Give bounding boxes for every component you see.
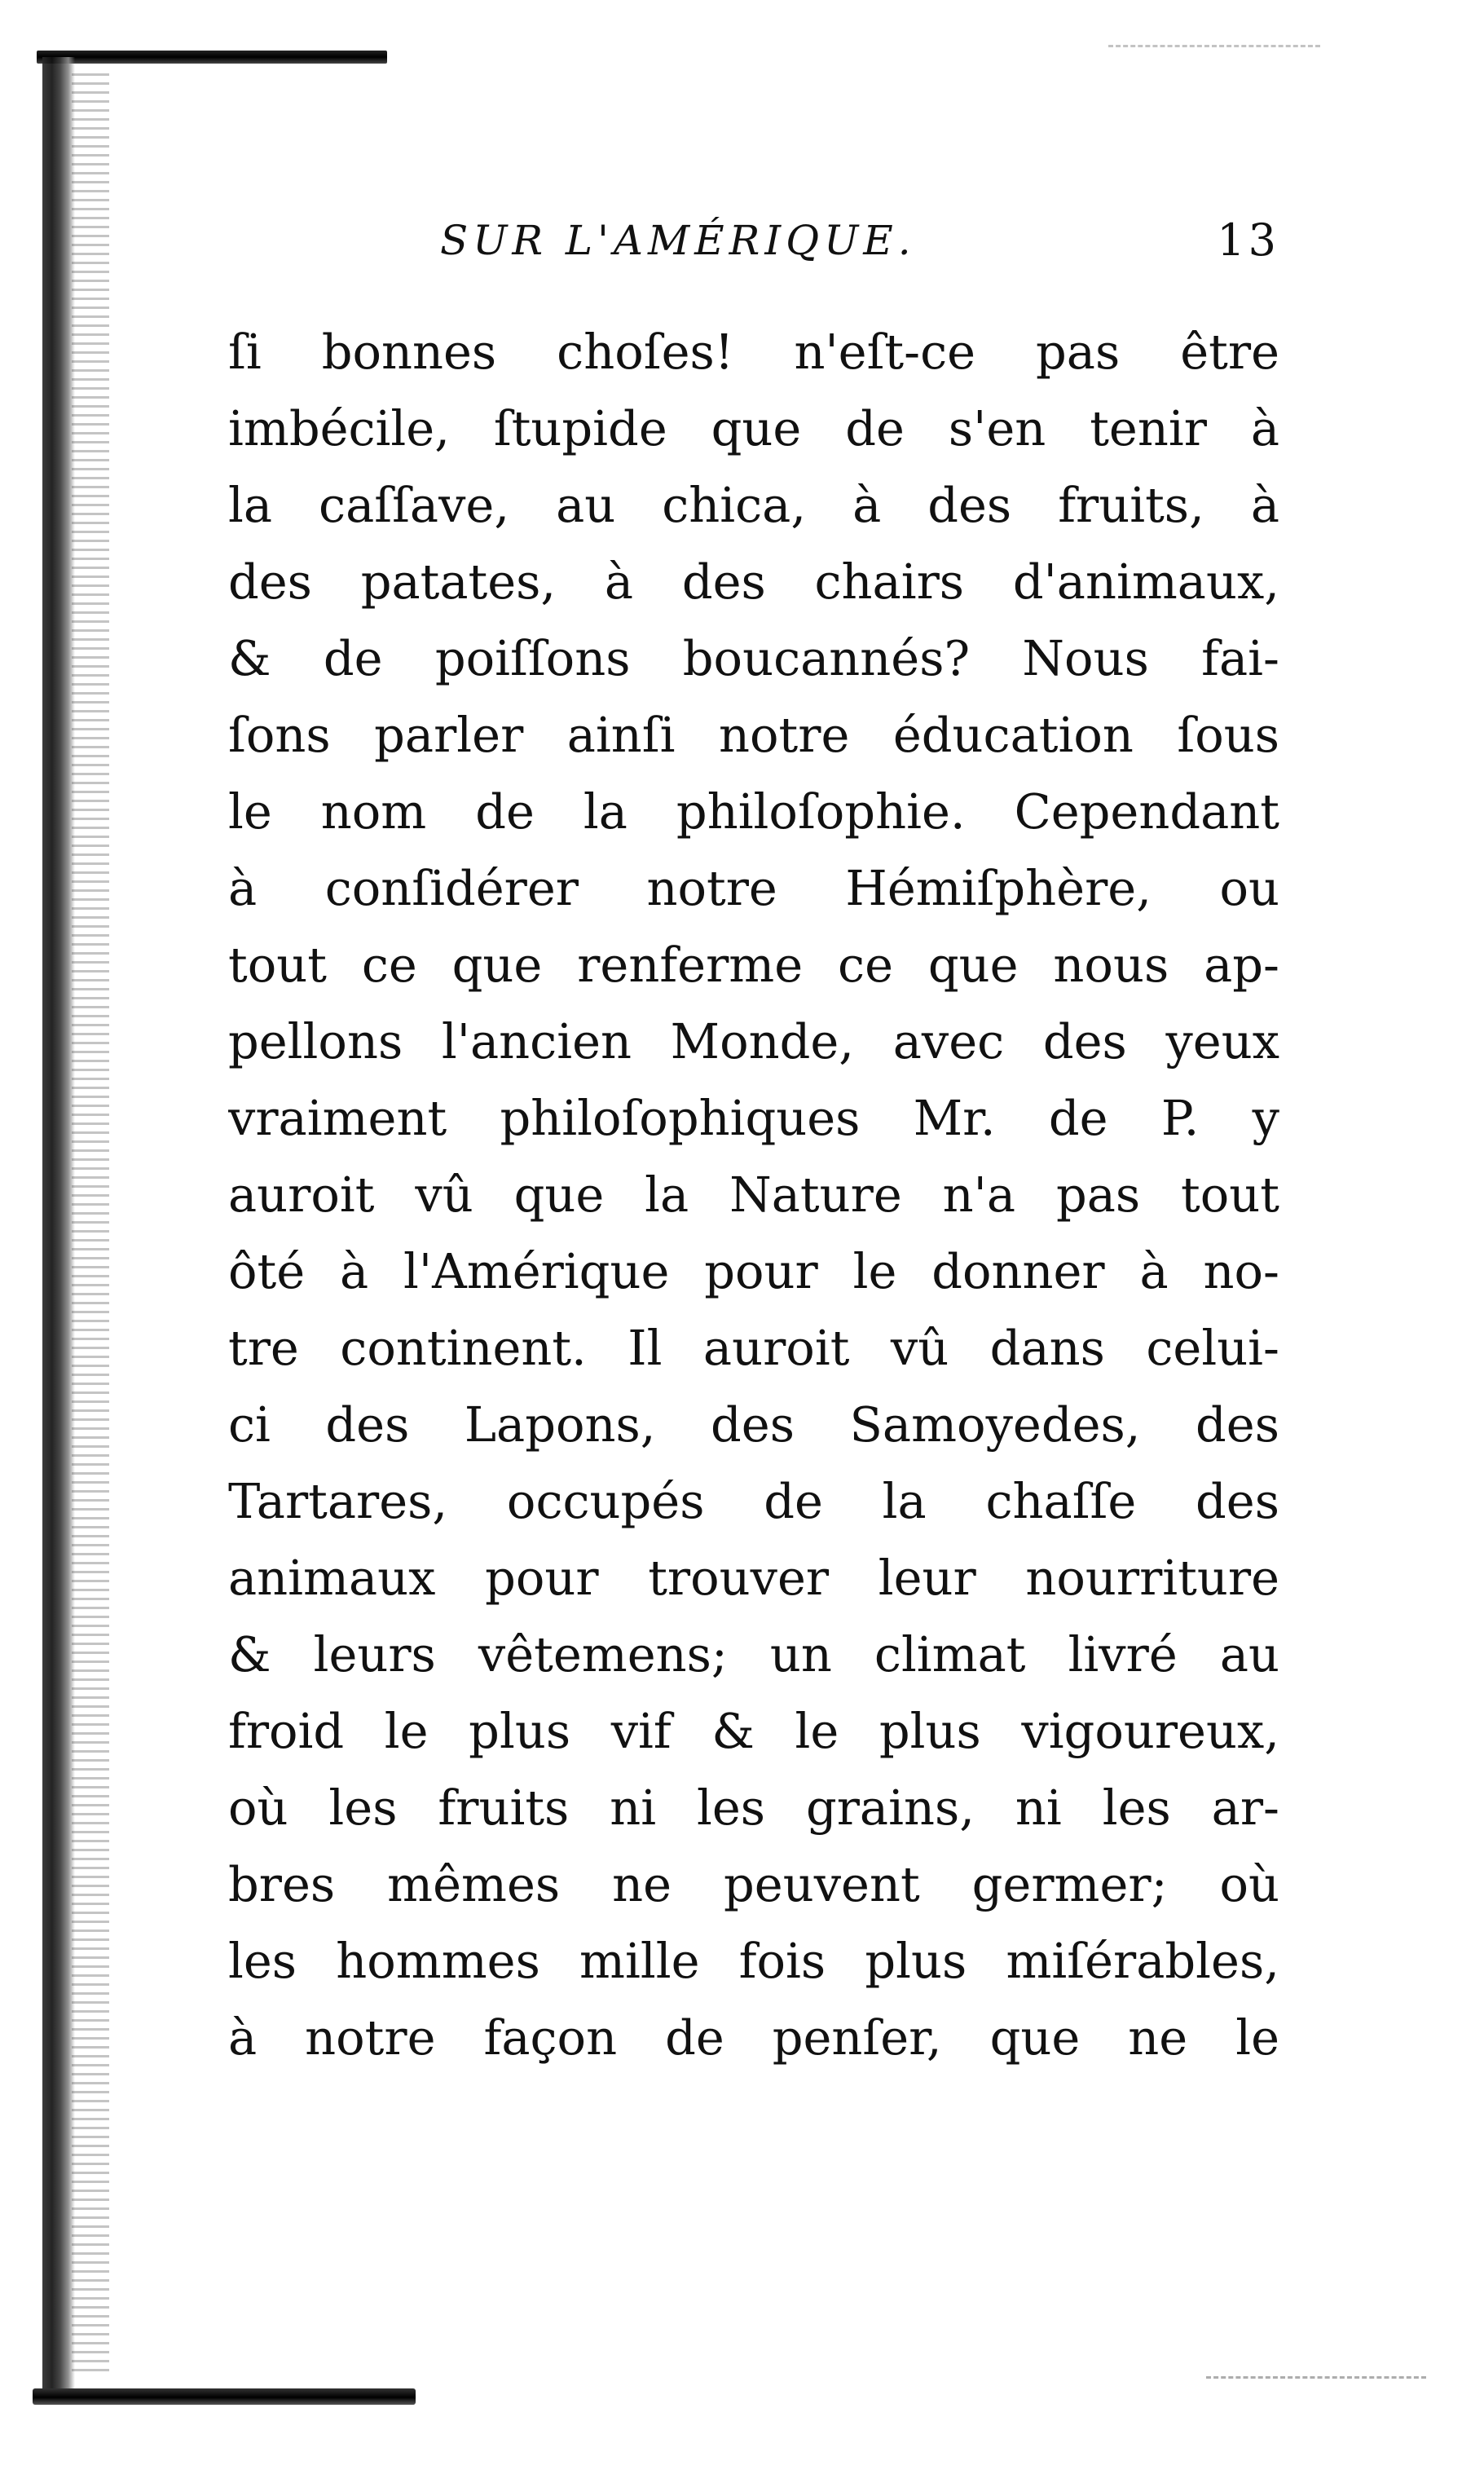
top-border-rule bbox=[37, 51, 387, 64]
text-line: la caſſave, au chica, à des fruits, à bbox=[228, 477, 1279, 533]
text-line: vraiment philoſophiques Mr. de P. y bbox=[228, 1090, 1279, 1146]
text-line: pellons l'ancien Monde, avec des yeux bbox=[228, 1013, 1279, 1069]
text-line: ſi bonnes choſes! n'eſt-ce pas être bbox=[228, 324, 1279, 380]
bottom-border-rule bbox=[33, 2388, 416, 2405]
text-line: bres mêmes ne peuvent germer; où bbox=[228, 1856, 1279, 1912]
text-line: froid le plus vif & le plus vigoureux, bbox=[228, 1703, 1279, 1759]
text-line: imbécile, ſtupide que de s'en tenir à bbox=[228, 400, 1279, 456]
binding-edge bbox=[42, 57, 75, 2405]
text-line: animaux pour trouver leur nourriture bbox=[228, 1550, 1279, 1606]
text-line: où les fruits ni les grains, ni les ar- bbox=[228, 1780, 1279, 1836]
body-text bbox=[228, 314, 1279, 2076]
text-line: ôté à l'Amérique pour le donner à no- bbox=[228, 1243, 1279, 1299]
text-line: les hommes mille fois plus miſérables, bbox=[228, 1933, 1279, 1989]
text-line: ſons parler ainſi notre éducation ſous bbox=[228, 707, 1279, 763]
text-line: auroit vû que la Nature n'a pas tout bbox=[228, 1167, 1279, 1223]
text-line: tout ce que renferme ce que nous ap- bbox=[228, 937, 1279, 993]
text-line: le nom de la philoſophie. Cependant bbox=[228, 783, 1279, 840]
text-line: des patates, à des chairs d'animaux, bbox=[228, 553, 1279, 610]
text-line: & de poiſſons boucannés? Nous fai- bbox=[228, 630, 1279, 686]
text-line: tre continent. Il auroit vû dans celui- bbox=[228, 1320, 1279, 1376]
running-head bbox=[228, 208, 1279, 273]
text-line: ci des Lapons, des Samoyedes, des bbox=[228, 1396, 1279, 1453]
page-number: 13 bbox=[1217, 214, 1279, 266]
text-line: à conſidérer notre Hémiſphère, ou bbox=[228, 860, 1279, 916]
running-head-title: SUR L'AMÉRIQUE. bbox=[440, 217, 916, 264]
text-line: & leurs vêtemens; un climat livré au bbox=[228, 1626, 1279, 1683]
top-right-mark bbox=[1108, 45, 1320, 47]
binding-edge-texture bbox=[72, 73, 109, 2372]
text-line: Tartares, occupés de la chaſſe des bbox=[228, 1473, 1279, 1529]
bottom-right-mark bbox=[1206, 2376, 1426, 2379]
text-line: à notre façon de penſer, que ne le bbox=[228, 2009, 1279, 2066]
